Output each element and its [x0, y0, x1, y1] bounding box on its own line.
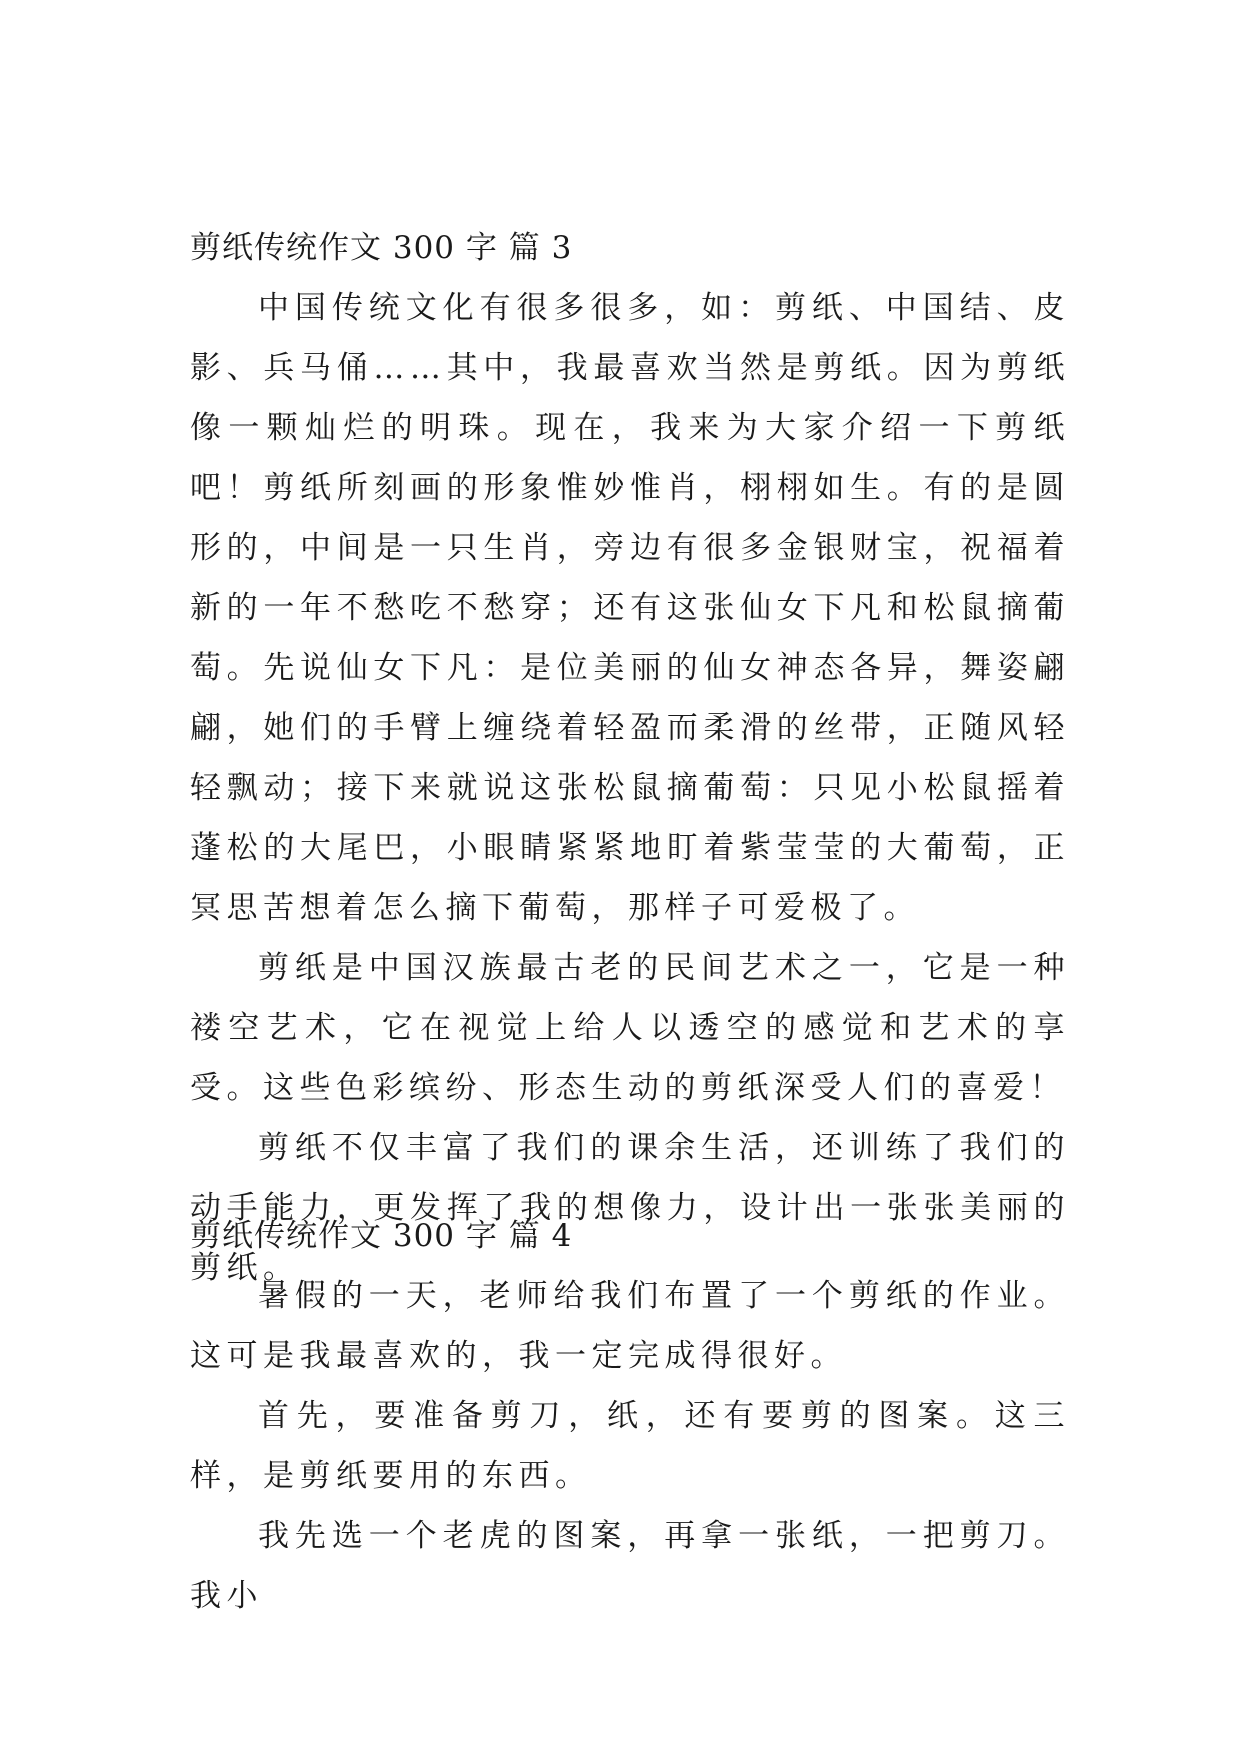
- paragraph: 中国传统文化有很多很多，如：剪纸、中国结、皮影、兵马俑……其中，我最喜欢当然是剪纸。因为剪纸像一颗灿烂的明珠。现在，我来为大家介绍一下剪纸吧！剪纸所刻画的形象惟妙惟肖，栩栩如生。有的是圆形的，中间是一只生肖，旁边有很多金银财宝，祝福着新的一年不愁吃不愁穿；还有这张仙女下凡和松鼠摘葡萄。先说仙女下凡：是位美丽的仙女神态各异，舞姿翩翩，她们的手臂上缠绕着轻盈而柔滑的丝带，正随风轻轻飘动；接下来就说这张松鼠摘葡萄：只见小松鼠摇着蓬松的大尾巴，小眼睛紧紧地盯着紫莹莹的大葡萄，正冥思苦想着怎么摘下葡萄，那样子可爱极了。: [190, 290, 1070, 926]
- paragraph: 首先，要准备剪刀，纸，还有要剪的图案。这三样，是剪纸要用的东西。: [190, 1398, 1070, 1494]
- section-heading: 剪纸传统作文 300 字 篇 4: [190, 1218, 573, 1254]
- section-heading: 剪纸传统作文 300 字 篇 3: [190, 230, 573, 266]
- essay-section-3: [190, 218, 1070, 1298]
- paragraph: 暑假的一天，老师给我们布置了一个剪纸的作业。这可是我最喜欢的，我一定完成得很好。: [190, 1278, 1070, 1374]
- paragraph: 剪纸不仅丰富了我们的课余生活，还训练了我们的动手能力，更发挥了我的想像力，设计出一张张美丽的剪纸。: [190, 1130, 1070, 1286]
- paragraph: 我先选一个老虎的图案，再拿一张纸，一把剪刀。我小: [190, 1518, 1070, 1614]
- paragraph: 剪纸是中国汉族最古老的民间艺术之一，它是一种褛空艺术，它在视觉上给人以透空的感觉和艺术的享受。这些色彩缤纷、形态生动的剪纸深受人们的喜爱！: [190, 950, 1070, 1106]
- essay-section-4: [190, 1206, 1070, 1626]
